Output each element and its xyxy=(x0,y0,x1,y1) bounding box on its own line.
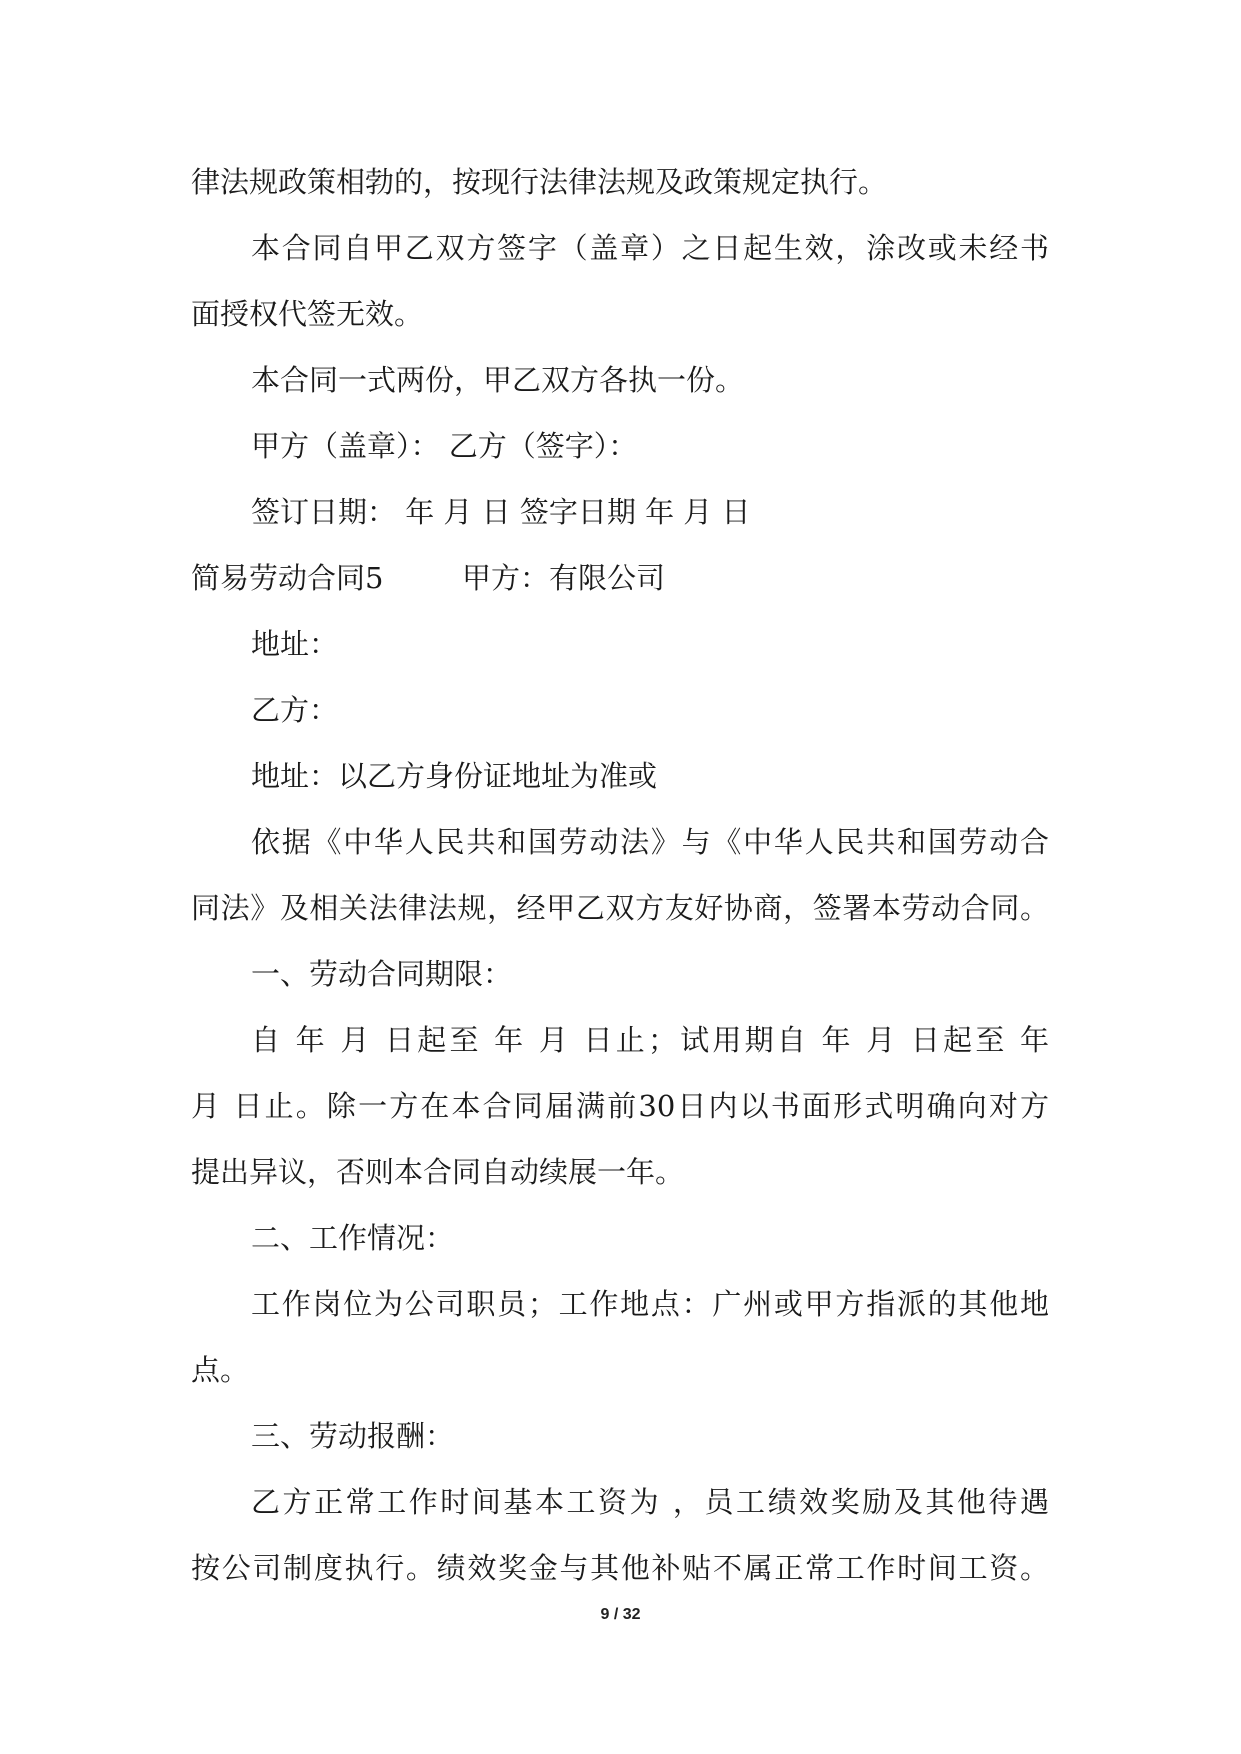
paragraph-line xyxy=(0,888,1241,928)
paragraph-line xyxy=(0,1152,1241,1192)
paragraph-line xyxy=(0,162,1241,202)
paragraph-line xyxy=(0,1284,1241,1324)
text-line: 地址： xyxy=(251,627,339,661)
paragraph-line xyxy=(0,492,1241,532)
paragraph-line xyxy=(0,1020,1241,1060)
paragraph-line xyxy=(0,360,1241,400)
paragraph-line xyxy=(0,1218,1241,1258)
text-line: 同法》及相关法律法规，经甲乙双方友好协商，签署本劳动合同。 xyxy=(191,891,1049,925)
paragraph-line xyxy=(0,624,1241,664)
signature-parties-line: 甲方（盖章）： 乙方（签字）： xyxy=(251,429,638,463)
text-line: 点。 xyxy=(191,1353,250,1387)
text-line: 本合同自甲乙双方签字（盖章）之日起生效，涂改或未经书 xyxy=(251,231,1049,265)
text-line: 乙方正常工作时间基本工资为 ，员工绩效奖励及其他待遇 xyxy=(251,1485,1049,1519)
paragraph-line xyxy=(0,294,1241,334)
text-line: 地址：以乙方身份证地址为准或 xyxy=(251,759,658,793)
text-line: 依据《中华人民共和国劳动法》与《中华人民共和国劳动合 xyxy=(251,825,1049,859)
text-line: 乙方： xyxy=(251,693,339,727)
paragraph-line xyxy=(0,690,1241,730)
signing-date-line: 签订日期： 年 月 日 签字日期 年 月 日 xyxy=(251,495,751,529)
text-line: 自 年 月 日起至 年 月 日止；试用期自 年 月 日起至 年 xyxy=(251,1023,1049,1057)
text-line: 面授权代签无效。 xyxy=(191,297,424,331)
text-line: 月 日止。除一方在本合同届满前30日内以书面形式明确向对方 xyxy=(191,1089,1049,1123)
page-number: 9 / 32 xyxy=(600,1606,641,1623)
party-a-line: 甲方：有限公司 xyxy=(462,561,666,595)
text-line: 律法规政策相勃的，按现行法律法规及政策规定执行。 xyxy=(191,165,888,199)
paragraph-line xyxy=(0,1350,1241,1390)
clause-heading: 二、工作情况： xyxy=(251,1221,455,1255)
clause-heading: 三、劳动报酬： xyxy=(251,1419,455,1453)
text-line: 按公司制度执行。绩效奖金与其他补贴不属正常工作时间工资。 xyxy=(191,1551,1049,1585)
paragraph-line xyxy=(0,1086,1241,1126)
text-line: 工作岗位为公司职员；工作地点：广州或甲方指派的其他地 xyxy=(251,1287,1049,1321)
text-line: 本合同一式两份，甲乙双方各执一份。 xyxy=(251,363,745,397)
clause-heading: 一、劳动合同期限： xyxy=(251,957,513,991)
paragraph-line xyxy=(0,822,1241,862)
paragraph-line xyxy=(0,558,1241,598)
paragraph-line xyxy=(0,426,1241,466)
section-title: 简易劳动合同5 xyxy=(191,561,384,595)
paragraph-line xyxy=(0,756,1241,796)
paragraph-line xyxy=(0,1548,1241,1588)
paragraph-line xyxy=(0,1416,1241,1456)
paragraph-line xyxy=(0,954,1241,994)
text-line: 提出异议，否则本合同自动续展一年。 xyxy=(191,1155,685,1189)
paragraph-line xyxy=(0,1482,1241,1522)
paragraph-line xyxy=(0,228,1241,268)
